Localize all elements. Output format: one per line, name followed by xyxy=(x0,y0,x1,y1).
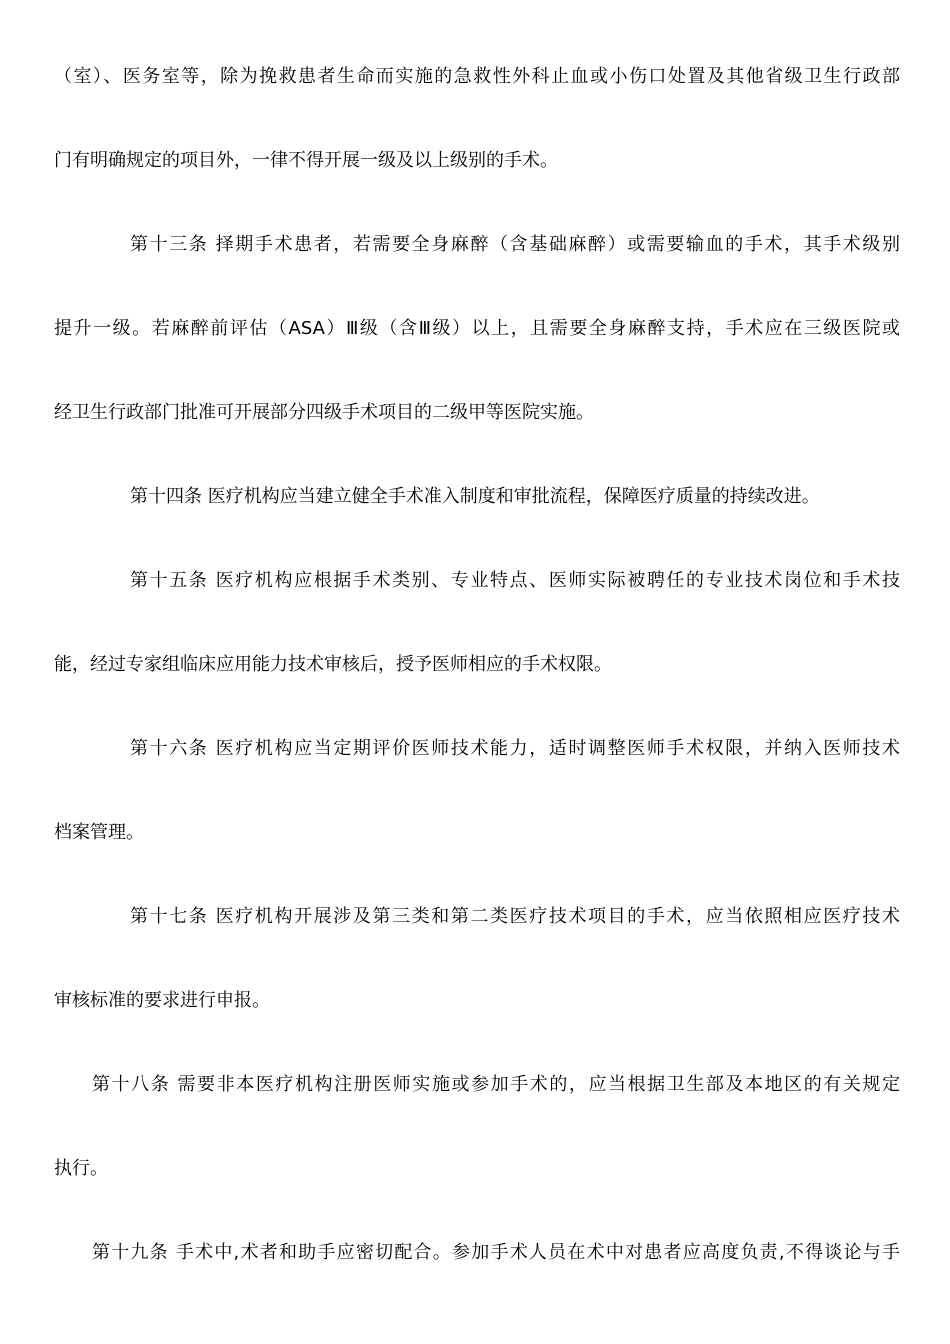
article-17-heading-line: 第十七条 医疗机构开展涉及第三类和第二类医疗技术项目的手术，应当依照相应医疗技术 xyxy=(130,906,900,927)
paragraph-line: 执行。 xyxy=(54,1158,108,1179)
paragraph-line: 能，经过专家组临床应用能力技术审核后，授予医师相应的手术权限。 xyxy=(54,654,612,675)
paragraph-line: 门有明确规定的项目外，一律不得开展一级及以上级别的手术。 xyxy=(54,150,558,171)
article-14-heading-line: 第十四条 医疗机构应当建立健全手术准入制度和审批流程，保障医疗质量的持续改进。 xyxy=(130,486,820,507)
paragraph-line: 审核标准的要求进行申报。 xyxy=(54,990,270,1011)
paragraph-line: 档案管理。 xyxy=(54,822,144,843)
article-16-heading-line: 第十六条 医疗机构应当定期评价医师技术能力，适时调整医师手术权限，并纳入医师技术 xyxy=(130,738,900,759)
paragraph-line: （室）、医务室等，除为挽救患者生命而实施的急救性外科止血或小伤口处置及其他省级卫生行政部 xyxy=(54,66,900,87)
paragraph-line: 提升一级。若麻醉前评估（ASA）Ⅲ级（含Ⅲ级）以上，且需要全身麻醉支持，手术应在三级医院或 xyxy=(54,318,900,339)
article-13-heading-line: 第十三条 择期手术患者，若需要全身麻醉（含基础麻醉）或需要输血的手术，其手术级别 xyxy=(130,234,900,255)
article-15-heading-line: 第十五条 医疗机构应根据手术类别、专业特点、医师实际被聘任的专业技术岗位和手术技 xyxy=(130,570,900,591)
paragraph-line: 经卫生行政部门批准可开展部分四级手术项目的二级甲等医院实施。 xyxy=(54,402,594,423)
article-19-heading-line: 第十九条 手术中,术者和助手应密切配合。参加手术人员在术中对患者应高度负责,不得谈论与手 xyxy=(92,1242,900,1263)
article-18-heading-line: 第十八条 需要非本医疗机构注册医师实施或参加手术的，应当根据卫生部及本地区的有关规定 xyxy=(92,1074,900,1095)
